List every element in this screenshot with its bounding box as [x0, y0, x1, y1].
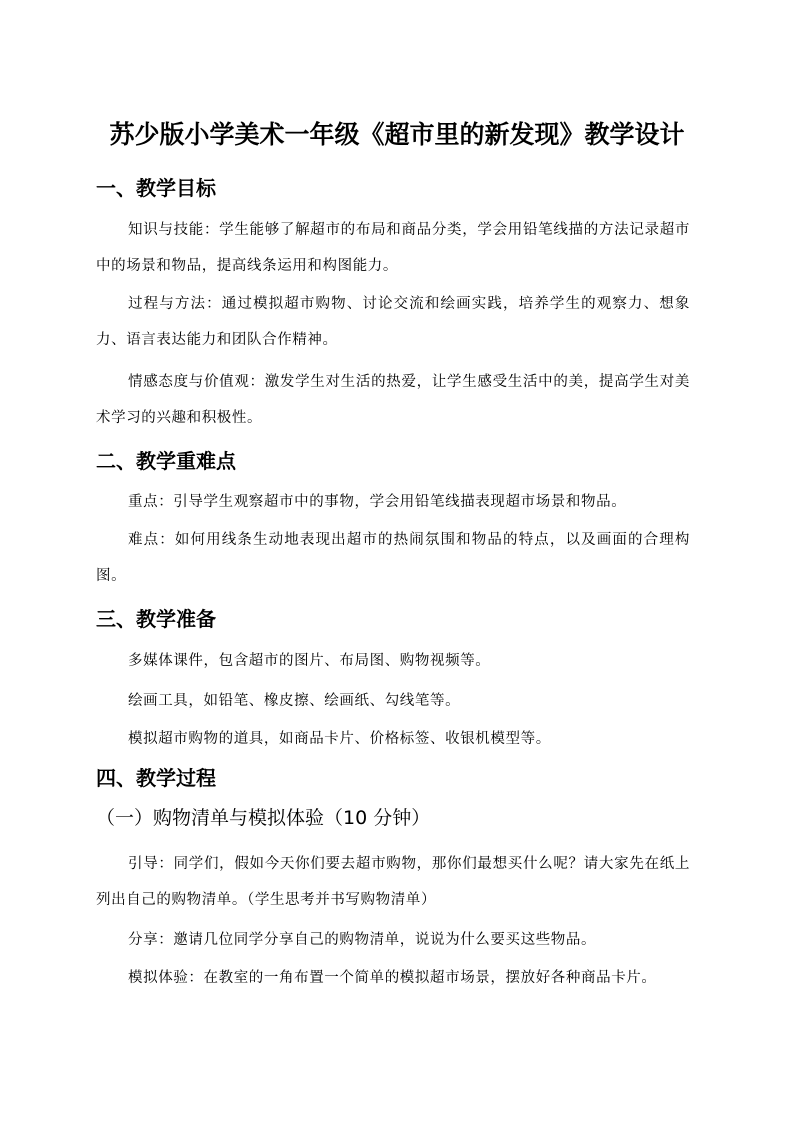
paragraph-guidance: 引导：同学们，假如今天你们要去超市购物，那你们最想买什么呢？请大家先在纸上列出自己的购物清单。（学生思考并书写购物清单） — [96, 856, 690, 908]
paragraph-process-methods: 过程与方法：通过模拟超市购物、讨论交流和绘画实践，培养学生的观察力、想象力、语言表达能力和团队合作精神。 — [96, 296, 690, 348]
document-title: 苏少版小学美术一年级《超市里的新发现》教学设计 — [109, 120, 685, 149]
paragraph-key-point: 重点：引导学生观察超市中的事物，学会用铅笔线描表现超市场景和物品。 — [128, 494, 627, 510]
paragraph-props: 模拟超市购物的道具，如商品卡片、价格标签、收银机模型等。 — [128, 731, 551, 747]
paragraph-sharing: 分享：邀请几位同学分享自己的购物清单，说说为什么要买这些物品。 — [128, 932, 597, 948]
paragraph-attitudes-values: 情感态度与价值观：激发学生对生活的热爱，让学生感受生活中的美，提高学生对美术学习的兴趣和积极性。 — [96, 374, 690, 426]
section-heading-process: 四、教学过程 — [96, 766, 216, 790]
paragraph-difficult-point: 难点：如何用线条生动地表现出超市的热闹氛围和物品的特点，以及画面的合理构图。 — [96, 532, 690, 584]
paragraph-multimedia: 多媒体课件，包含超市的图片、布局图、购物视频等。 — [128, 653, 491, 669]
section-heading-preparation: 三、教学准备 — [96, 607, 216, 631]
paragraph-knowledge-skills: 知识与技能：学生能够了解超市的布局和商品分类，学会用铅笔线描的方法记录超市中的场景和物品，提高线条运用和构图能力。 — [96, 222, 690, 274]
paragraph-drawing-tools: 绘画工具，如铅笔、橡皮擦、绘画纸、勾线笔等。 — [128, 693, 461, 709]
section-heading-key-points: 二、教学重难点 — [96, 449, 236, 473]
section-heading-objectives: 一、教学目标 — [96, 176, 216, 200]
subsection-heading-shopping-list: （一）购物清单与模拟体验（10 分钟） — [96, 807, 431, 829]
paragraph-simulation: 模拟体验：在教室的一角布置一个简单的模拟超市场景，摆放好各种商品卡片。 — [128, 970, 657, 986]
